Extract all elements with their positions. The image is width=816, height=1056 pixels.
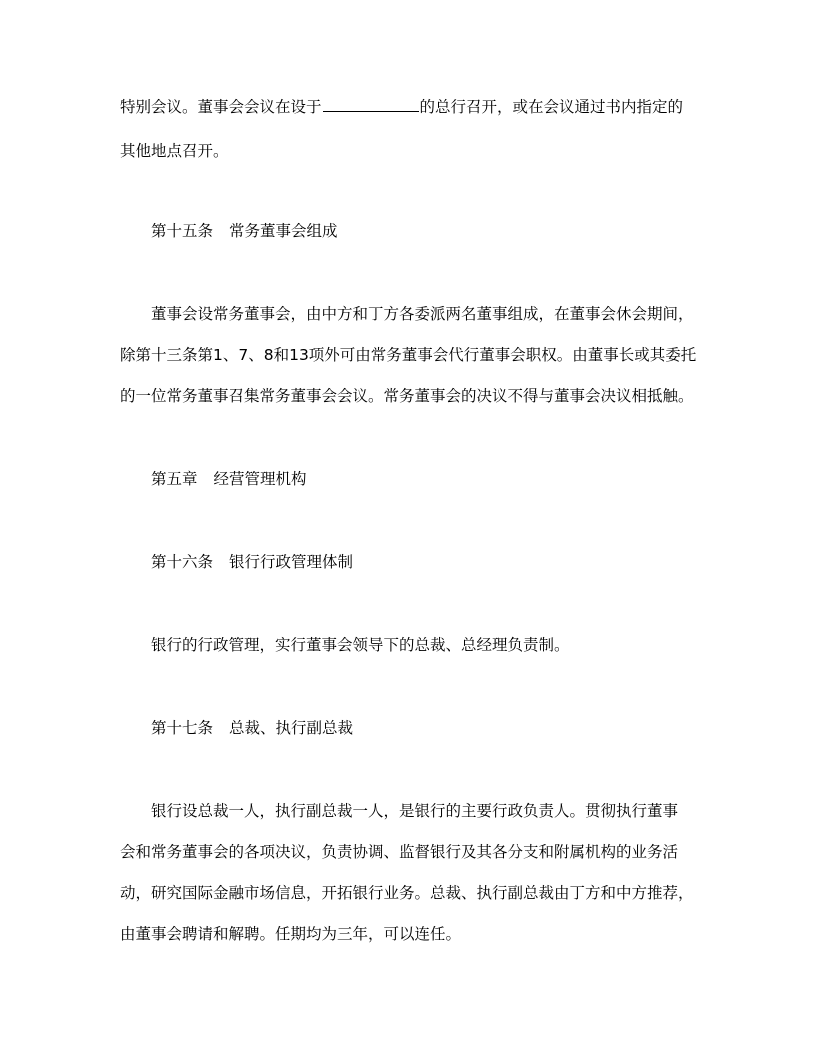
meeting-text-before-blank: 特别会议。董事会会议在设于 [120,98,322,116]
article-17-number: 第十七条 [151,719,214,737]
article-17-title: 总裁、执行副总裁 [229,719,354,737]
paragraph-president-line-2: 会和常务董事会的各项决议，负责协调、监督银行及其各分支和附属机构的业务活 [120,843,679,861]
chapter-5-title: 经营管理机构 [213,470,307,488]
chapter-5-number: 第五章 [151,470,198,488]
paragraph-admin-line-1: 银行的行政管理，实行董事会领导下的总裁、总经理负责制。 [151,636,570,654]
paragraph-meeting-line-2: 其他地点召开。 [120,142,229,160]
article-16-heading [151,552,731,572]
article-15-number: 第十五条 [151,222,214,240]
paragraph-standing-board-line-1: 董事会设常务董事会，由中方和丁方各委派两名董事组成，在董事会休会期间， [151,305,694,323]
paragraph-president-line-1: 银行设总裁一人，执行副总裁一人，是银行的主要行政负责人。贯彻执行董事 [151,802,679,820]
article-15-heading [151,221,731,241]
article-17-heading [151,718,731,738]
article-16-number: 第十六条 [151,553,214,571]
paragraph-president-line-4: 由董事会聘请和解聘。任期均为三年，可以连任。 [120,925,462,943]
paragraph-president-line-3: 动，研究国际金融市场信息，开拓银行业务。总裁、执行副总裁由丁方和中方推荐， [120,884,694,902]
chapter-5-heading [151,469,731,489]
paragraph-standing-board-line-3: 的一位常务董事召集常务董事会会议。常务董事会的决议不得与董事会决议相抵触。 [120,387,694,405]
article-16-title: 银行行政管理体制 [229,553,354,571]
paragraph-meeting-line-1 [120,96,700,117]
paragraph-standing-board-line-2: 除第十三条第1、7、8和13项外可由常务董事会代行董事会职权。由董事长或其委托 [120,346,697,364]
article-15-title: 常务董事会组成 [229,222,338,240]
meeting-text-after-blank: 的总行召开，或在会议通过书内指定的 [419,98,684,116]
fill-in-blank [323,96,419,112]
